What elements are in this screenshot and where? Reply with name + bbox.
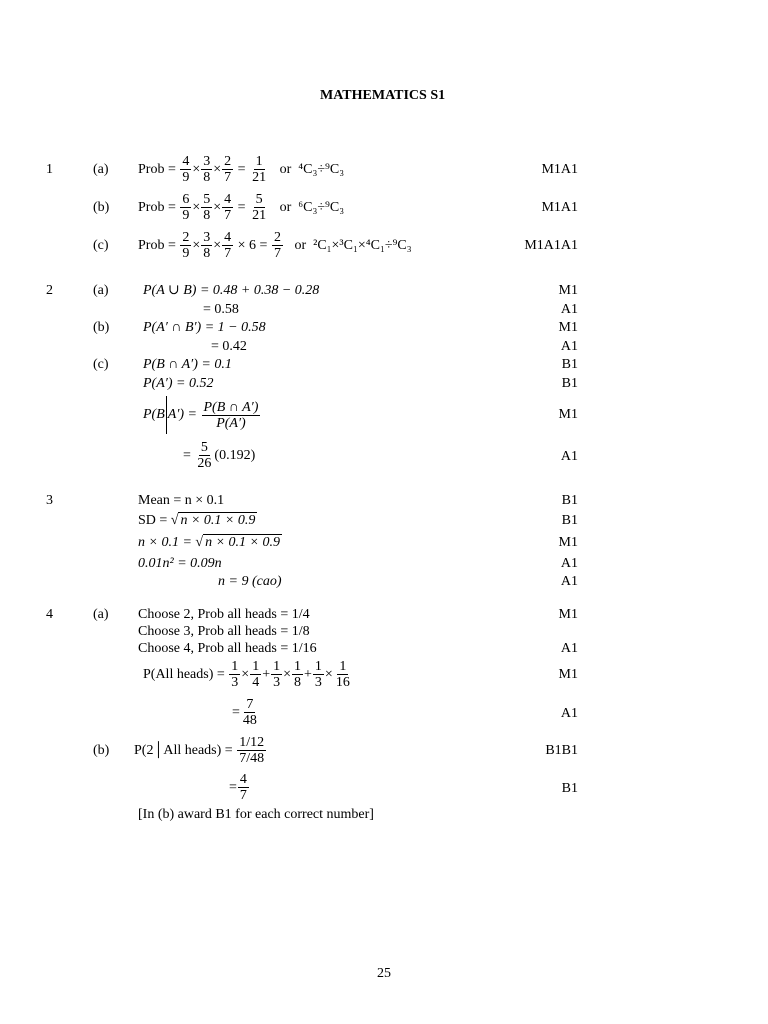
- q2c-line1: P(B ∩ A′) = 0.1: [143, 357, 232, 372]
- q4b-part: (b): [93, 743, 110, 758]
- q2b-line2: = 0.42: [211, 339, 247, 354]
- q4a-line5-mark: A1: [560, 706, 578, 721]
- q4a-line3: Choose 4, Prob all heads = 1/16: [138, 641, 317, 656]
- q1c-mark: M1A1A1: [524, 238, 578, 253]
- q4a-line3-mark: A1: [560, 641, 578, 656]
- q2c-part: (c): [93, 357, 109, 372]
- q3-line2-mark: B1: [561, 513, 578, 528]
- q3-line4: 0.01n² = 0.09n: [138, 556, 222, 571]
- q4b-note: [In (b) award B1 for each correct number]: [138, 807, 374, 822]
- q2c-line4-mark: A1: [560, 449, 578, 464]
- page-title: MATHEMATICS S1: [320, 88, 446, 103]
- q2c-line2: P(A′) = 0.52: [143, 376, 214, 391]
- q2b-line1: P(A′ ∩ B′) = 1 − 0.58: [143, 320, 266, 335]
- q1b-expression: Prob = $\frac{6}{9}$ × $\frac{5}{8}$ × $\frac{4}{7}$ = $\frac{5}{21}$ or ⁶C₃÷⁹C₃: [138, 192, 345, 224]
- q4b-line1-mark: B1B1: [545, 743, 578, 758]
- q1b-part: (b): [93, 200, 110, 215]
- q2c-conditional: P(B A′) = $\frac{P(B \cap A')}{P(A')}$: [143, 396, 261, 434]
- q1c-expression: Prob = $\frac{2}{9}$ × $\frac{3}{8}$ × $\frac{4}{7}$ × 6 = $\frac{2}{7}$ or ²C₁×³C₁×⁴C₁÷⁹C₃: [138, 230, 412, 262]
- q2b-line2-mark: A1: [560, 339, 578, 354]
- question-number-1: 1: [46, 162, 53, 177]
- q1b-mark: M1A1: [541, 200, 578, 215]
- q2a-line1: P(A ∪ B) = 0.48 + 0.38 − 0.28: [143, 283, 320, 298]
- q4a-result: = $\frac{7}{48}$: [232, 697, 257, 729]
- q3-line3-mark: M1: [558, 535, 578, 550]
- page-number: 25: [377, 966, 391, 981]
- q1a-part: (a): [93, 162, 109, 177]
- q2a-line2: = 0.58: [203, 302, 239, 317]
- q4a-line1: Choose 2, Prob all heads = 1/4: [138, 607, 310, 622]
- q3-line1: Mean = n × 0.1: [138, 493, 225, 508]
- q2c-line3-mark: M1: [558, 407, 578, 422]
- q3-line5-mark: A1: [560, 574, 578, 589]
- q2c-line1-mark: B1: [561, 357, 578, 372]
- q4a-line4-mark: M1: [558, 667, 578, 682]
- question-number-4: 4: [46, 607, 53, 622]
- q1a-mark: M1A1: [541, 162, 578, 177]
- q3-line5: n = 9 (cao): [218, 574, 282, 589]
- question-number-3: 3: [46, 493, 53, 508]
- q2c-line2-mark: B1: [561, 376, 578, 391]
- q4a-total-expression: P(All heads) = $\frac{1}{3}$ × $\frac{1}{4}$ + $\frac{1}{3}$ × $\frac{1}{8}$ + $\frac{1}{3}$ × $\frac{1}{16}$: [143, 659, 350, 691]
- q4a-line1-mark: M1: [558, 607, 578, 622]
- q2c-result: = $\frac{5}{26}$ (0.192): [183, 440, 256, 472]
- q4b-result: = $\frac{4}{7}$: [229, 772, 247, 804]
- q2a-line1-mark: M1: [558, 283, 578, 298]
- q4b-line2-mark: B1: [561, 781, 578, 796]
- q1c-part: (c): [93, 238, 109, 253]
- q3-line3: n × 0.1 = √ n × 0.1 × 0.9: [138, 535, 280, 550]
- q3-line4-mark: A1: [560, 556, 578, 571]
- q2a-line2-mark: A1: [560, 302, 578, 317]
- q3-line1-mark: B1: [561, 493, 578, 508]
- q4b-expression: P(2│All heads) = $\frac{1/12}{7/48}$: [134, 735, 265, 767]
- q4a-part: (a): [93, 607, 109, 622]
- q2b-line1-mark: M1: [558, 320, 578, 335]
- q1a-expression: Prob = $\frac{4}{9}$ × $\frac{3}{8}$ × $\frac{2}{7}$ = $\frac{1}{21}$ or ⁴C₃÷⁹C₃: [138, 154, 345, 186]
- question-number-2: 2: [46, 283, 53, 298]
- q2b-part: (b): [93, 320, 110, 335]
- q2a-part: (a): [93, 283, 109, 298]
- q4a-line2: Choose 3, Prob all heads = 1/8: [138, 624, 310, 639]
- q3-line2: SD = √ n × 0.1 × 0.9: [138, 513, 256, 528]
